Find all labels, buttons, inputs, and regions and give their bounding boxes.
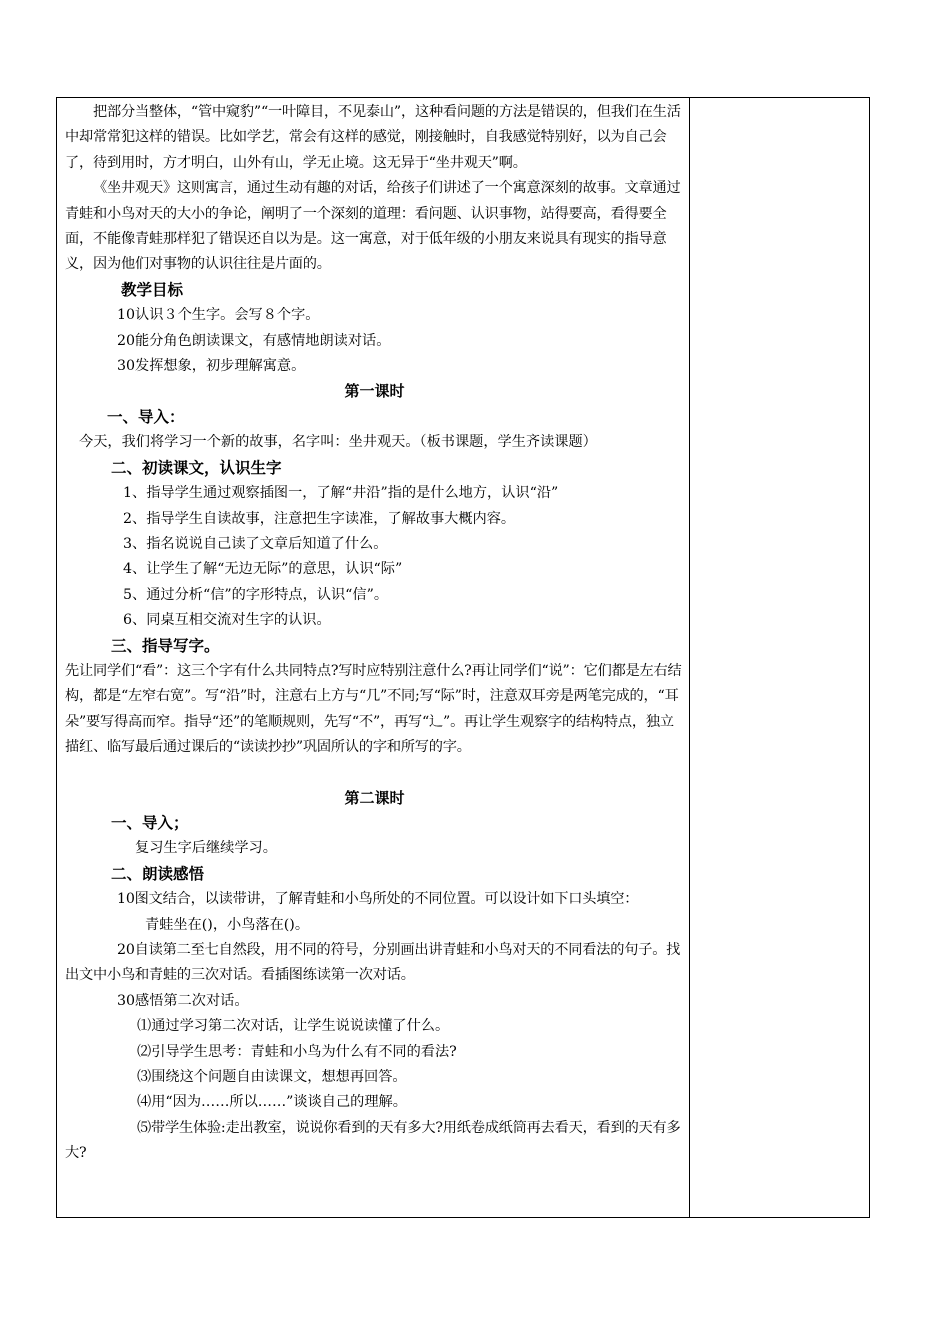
lesson2-sub-item-5: ⑸带学生体验:走出教室，说说你看到的天有多大?用纸卷成纸筒再去看天，看到的天有多大?	[65, 1119, 681, 1162]
lesson2-paragraph-3: 30感悟第二次对话。	[117, 992, 249, 1009]
lesson2-sub-item-3: ⑶围绕这个问题自由读课文，想想再回答。	[137, 1069, 407, 1086]
lesson2-paragraph-2: 20自读第二至七自然段，用不同的符号，分别画出讲青蛙和小鸟对天的不同看法的句子。找出文中小鸟和青蛙的三次对话。看插图练读第一次对话。	[65, 942, 681, 984]
lesson1-section3-text: 先让同学们“看”：这三个字有什么共同特点?写时应特别注意什么?再让同学们“说”：它们都是左右结构，都是“左窄右宽”。写“沿”时，注意右上方与“几”不同;写“际”时，注意双耳旁是两笔完成的，“耳朵”要写得高而窄。指导“还”的笔顺规则，先写“不”，再写“辶”。再让学生观察字的结构特点，独立描红、临写最后通过课后的“读读抄抄”巩固所认的字和所写的字。	[65, 662, 682, 756]
lesson2-paragraph-1: 10图文结合，以读带讲，了解青蛙和小鸟所处的不同位置。可以设计如下口头填空：	[117, 891, 639, 908]
lesson1-section2-item-5: 5、通过分析“信”的字形特点，认识“信”。	[123, 586, 389, 603]
lesson1-section1-heading: 一、导入：	[107, 407, 185, 426]
lesson2-title: 第二课时	[344, 788, 405, 807]
goal-item-1: 10认识３个生字。会写８个字。	[117, 307, 320, 324]
lesson2-sub-item-1: ⑴通过学习第二次对话，让学生说说读懂了什么。	[137, 1018, 450, 1035]
lesson1-section2-item-3: 3、指名说说自己读了文章后知道了什么。	[123, 535, 388, 552]
intro-paragraph-2: 《坐井观天》这则寓言，通过生动有趣的对话，给孩子们讲述了一个寓意深刻的故事。文章通过青蛙和小鸟对天的大小的争论，阐明了一个深刻的道理：看问题、认识事物，站得要高，看得要全面，不能像青蛙那样犯了错误还自以为是。这一寓意，对于低年级的小朋友来说具有现实的指导意义，因为他们对事物的认识往往是片面的。	[65, 180, 681, 273]
goal-item-2: 20能分角色朗读课文，有感情地朗读对话。	[117, 332, 391, 349]
goal-item-3: 30发挥想象，初步理解寓意。	[117, 358, 306, 375]
content-cell	[65, 98, 684, 1167]
lesson2-sub-item-2: ⑵引导学生思考：青蛙和小鸟为什么有不同的看法?	[137, 1043, 457, 1060]
lesson1-section2-item-2: 2、指导学生自读故事，注意把生字读准，了解故事大概内容。	[123, 510, 516, 527]
intro-paragraph-1: 把部分当整体，“管中窥豹”“一叶障目，不见泰山”，这种看问题的方法是错误的，但我们在生活中却常常犯这样的错误。比如学艺，常会有这样的感觉，刚接触时，自我感觉特别好，以为自己会了，待到用时，方才明白，山外有山，学无止境。这无异于“坐井观天”啊。	[65, 104, 681, 171]
blank-line	[65, 761, 684, 786]
lesson2-section1-heading: 一、导入；	[111, 813, 189, 832]
lesson1-section3-heading: 三、指导写字。	[111, 636, 220, 655]
goals-heading: 教学目标	[121, 280, 184, 299]
lesson1-section2-item-6: 6、同桌互相交流对生字的认识。	[123, 612, 331, 629]
lesson2-section2-heading: 二、朗读感悟	[111, 864, 205, 883]
lesson2-section1-text: 复习生字后继续学习。	[135, 840, 277, 857]
lesson-plan-table	[56, 97, 870, 1218]
lesson1-section1-text: 今天，我们将学习一个新的故事，名字叫：坐井观天。（板书课题，学生齐读课题）	[79, 434, 597, 451]
lesson1-section2-heading: 二、初读课文，认识生字	[111, 458, 282, 477]
lesson1-section2-item-1: 1、指导学生通过观察插图一，了解“井沿”指的是什么地方，认识“沿”	[123, 485, 559, 502]
lesson2-fill-in: 青蛙坐在()，小鸟落在()。	[145, 916, 310, 933]
lesson1-title: 第一课时	[344, 382, 405, 401]
lesson2-sub-item-4: ⑷用“因为……所以……”谈谈自己的理解。	[137, 1094, 407, 1111]
lesson1-section2-item-4: 4、让学生了解“无边无际”的意思，认识“际”	[123, 561, 403, 578]
notes-cell	[690, 98, 869, 1217]
